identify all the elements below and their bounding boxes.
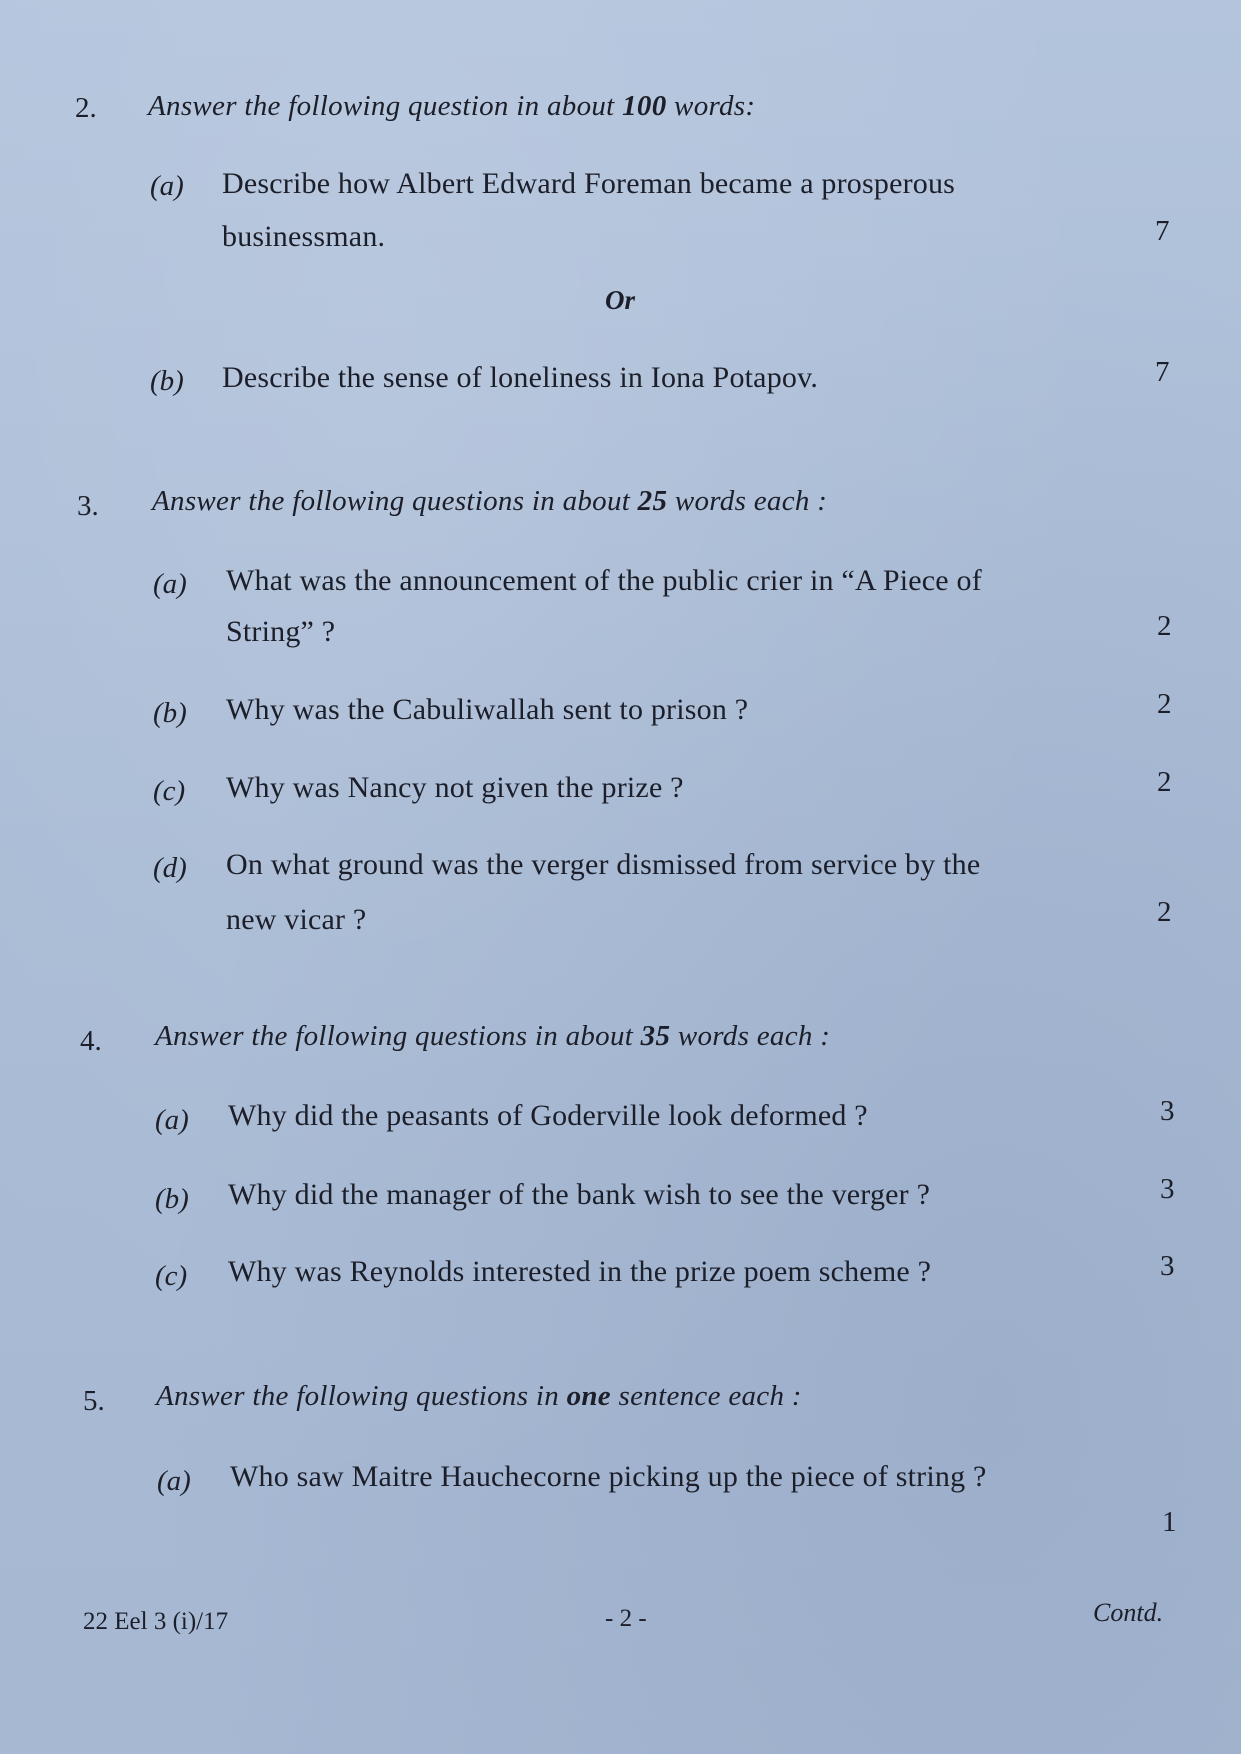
question-3a-text-line1: What was the announcement of the public crier in “A Piece of xyxy=(226,564,982,597)
question-2b-text: Describe the sense of loneliness in Iona Potapov. xyxy=(222,361,819,394)
question-2a-marks: 7 xyxy=(1155,215,1170,247)
question-4b-marks: 3 xyxy=(1160,1173,1175,1205)
question-3a-label: (a) xyxy=(153,568,187,600)
question-3c-marks: 2 xyxy=(1157,766,1172,798)
question-4b-label: (b) xyxy=(155,1183,189,1215)
question-5-instruction: Answer the following questions in one sentence each : xyxy=(156,1380,802,1412)
page-number: - 2 - xyxy=(605,1605,647,1632)
question-2a-label: (a) xyxy=(150,170,184,202)
question-2a-text-line2: businessman. xyxy=(222,220,386,253)
continued-label: Contd. xyxy=(1093,1598,1164,1627)
question-3d-label: (d) xyxy=(153,852,187,884)
question-3d-marks: 2 xyxy=(1157,896,1172,928)
question-4c-marks: 3 xyxy=(1160,1250,1175,1282)
question-4-number: 4. xyxy=(80,1025,102,1057)
question-3-instruction: Answer the following questions in about 25 words each : xyxy=(152,485,828,517)
question-2b-label: (b) xyxy=(150,365,184,397)
question-4a-label: (a) xyxy=(155,1104,189,1136)
or-separator: Or xyxy=(605,285,636,315)
question-5a-marks: 1 xyxy=(1162,1506,1177,1538)
question-3b-text: Why was the Cabuliwallah sent to prison ? xyxy=(226,693,749,726)
question-3b-marks: 2 xyxy=(1157,688,1172,720)
paper-code: 22 Eel 3 (i)/17 xyxy=(83,1608,229,1635)
question-2a-text-line1: Describe how Albert Edward Foreman became a prosperous xyxy=(222,167,956,200)
question-4c-label: (c) xyxy=(155,1260,188,1292)
question-4c-text: Why was Reynolds interested in the prize poem scheme ? xyxy=(228,1255,932,1288)
question-3d-text-line2: new vicar ? xyxy=(226,903,367,936)
question-4a-marks: 3 xyxy=(1160,1095,1175,1127)
question-3c-text: Why was Nancy not given the prize ? xyxy=(226,771,684,804)
question-3d-text-line1: On what ground was the verger dismissed from service by the xyxy=(226,848,981,881)
question-5-number: 5. xyxy=(83,1385,105,1417)
question-5a-text: Who saw Maitre Hauchecorne picking up the piece of string ? xyxy=(230,1460,987,1493)
question-4-instruction: Answer the following questions in about 35 words each : xyxy=(155,1020,831,1052)
question-3a-text-line2: String” ? xyxy=(226,615,336,648)
question-3b-label: (b) xyxy=(153,697,187,729)
question-4b-text: Why did the manager of the bank wish to see the verger ? xyxy=(228,1178,931,1211)
question-2b-marks: 7 xyxy=(1155,356,1170,388)
question-2-instruction: Answer the following question in about 100 words: xyxy=(148,90,756,122)
question-3-number: 3. xyxy=(77,490,99,522)
question-3c-label: (c) xyxy=(153,775,186,807)
question-3a-marks: 2 xyxy=(1157,610,1172,642)
question-4a-text: Why did the peasants of Goderville look deformed ? xyxy=(228,1099,868,1132)
question-2-number: 2. xyxy=(75,92,97,124)
question-5a-label: (a) xyxy=(157,1465,191,1497)
